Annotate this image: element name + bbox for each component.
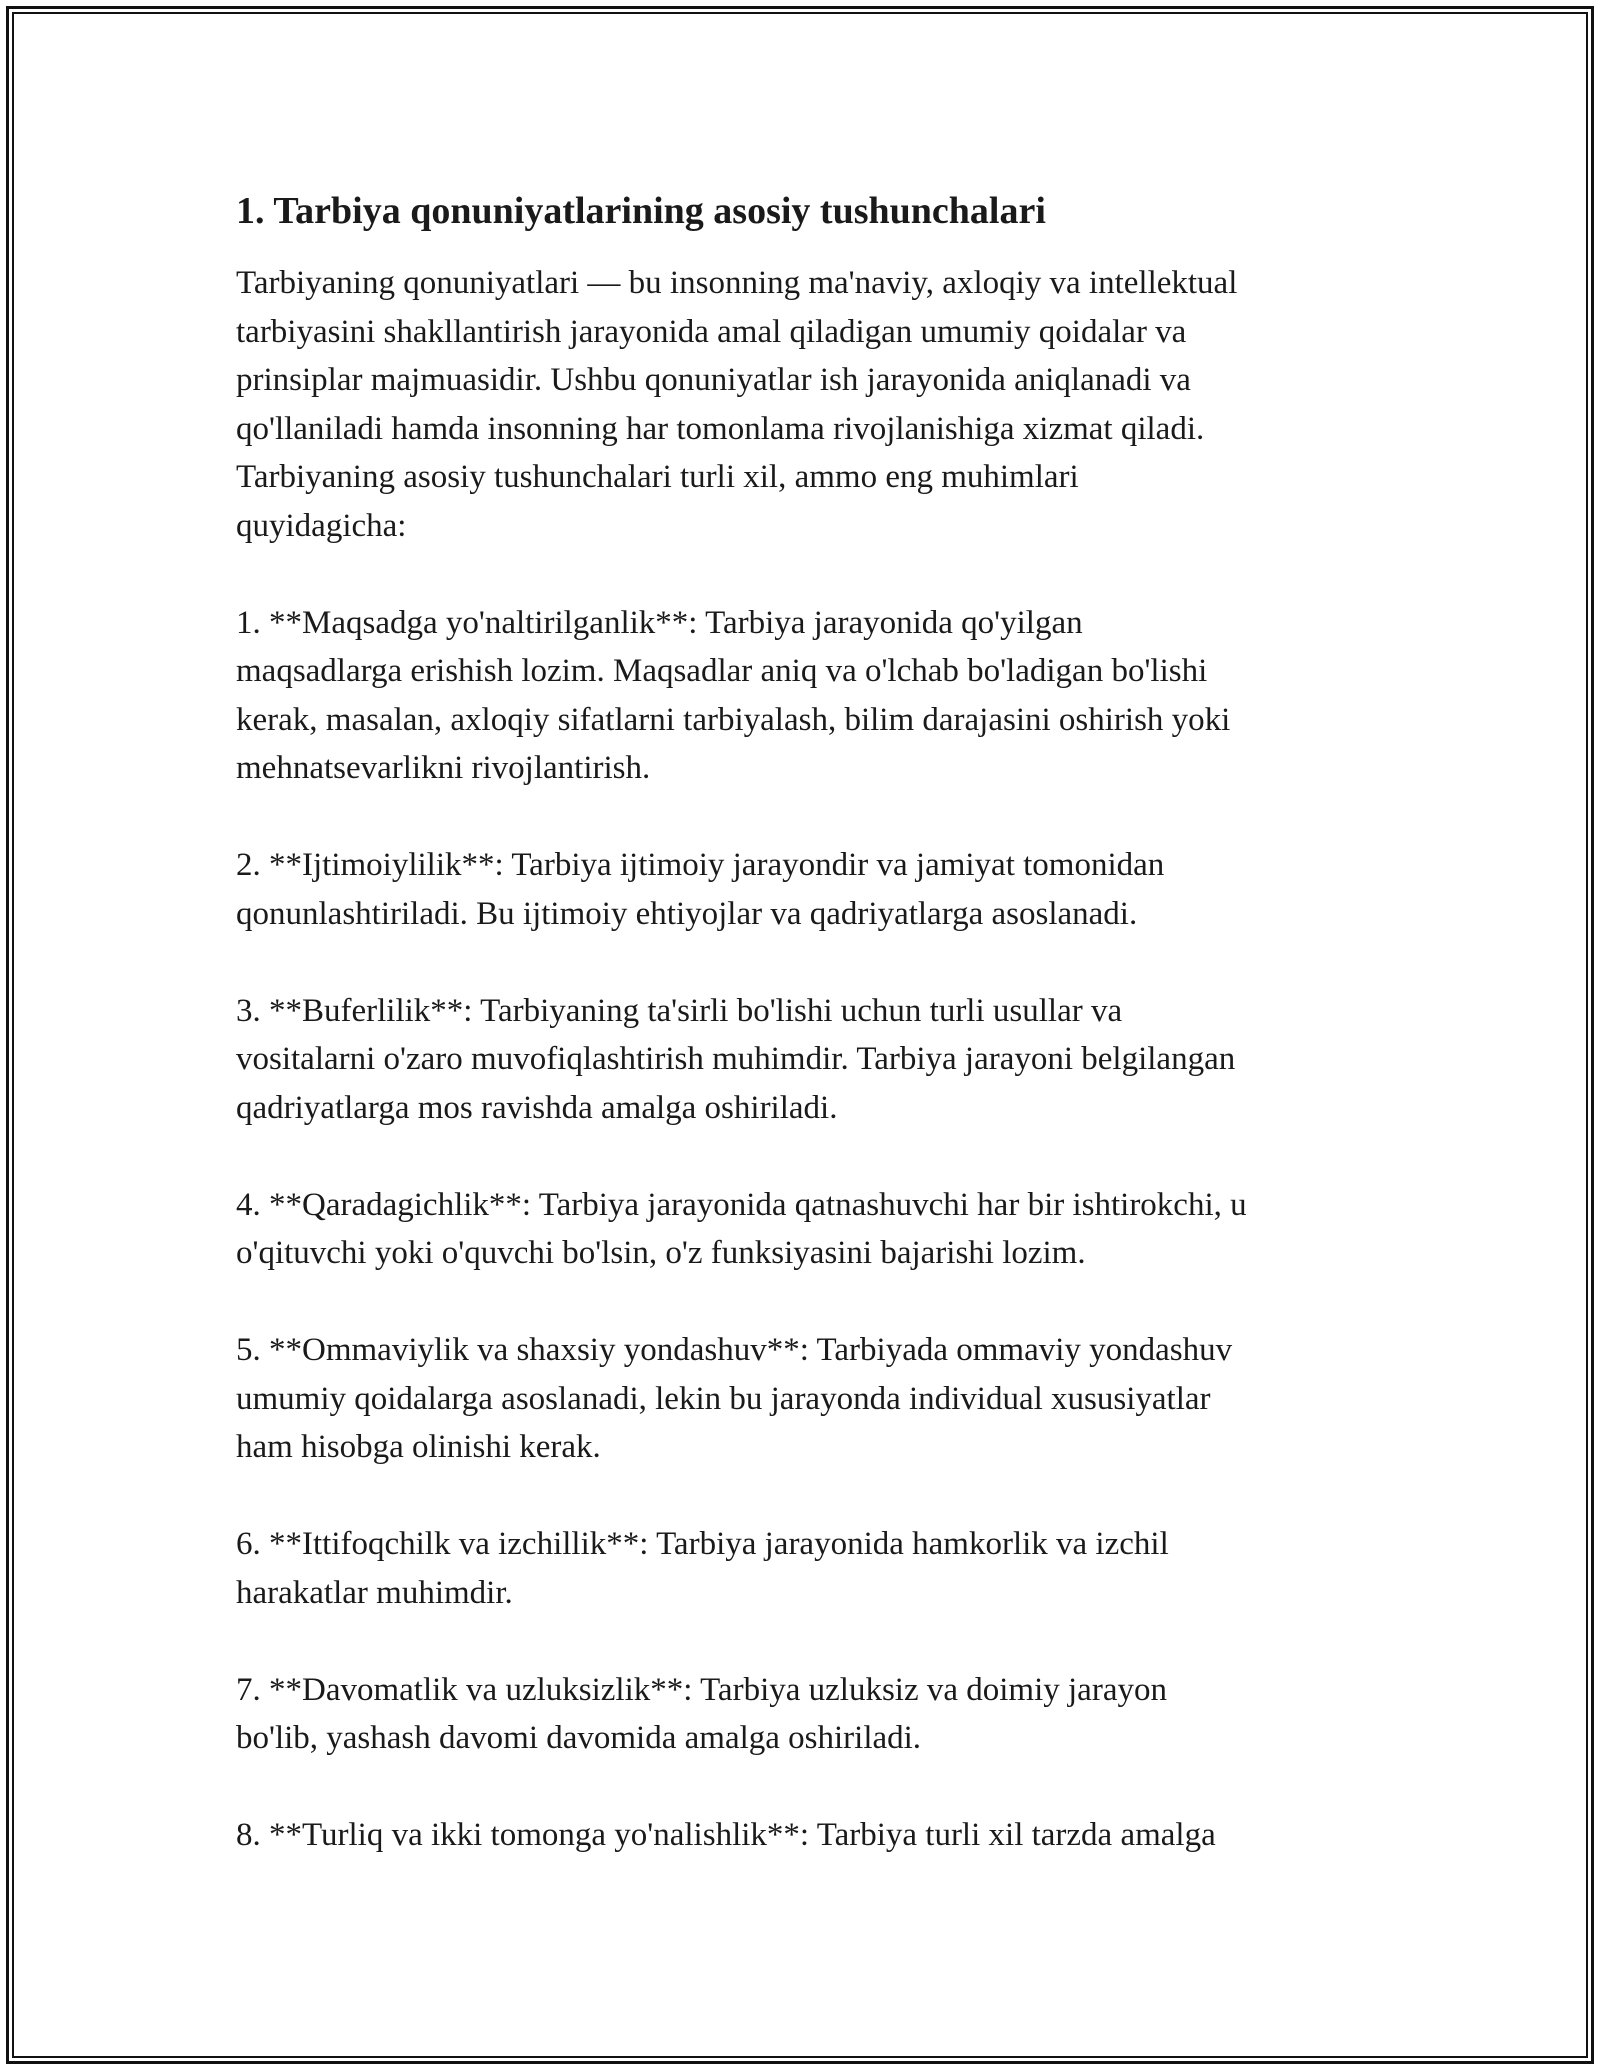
intro-line: prinsiplar majmuasidir. Ushbu qonuniyatlar ish jarayonida aniqlanadi va [236, 362, 1191, 398]
list-item-line: mehnatsevarlikni rivojlantirish. [236, 750, 651, 786]
list-item-line: ham hisobga olinishi kerak. [236, 1429, 601, 1465]
list-item [236, 1326, 1386, 1472]
list-item-line: bo'lib, yashash davomi davomida amalga oshiriladi. [236, 1720, 922, 1756]
list-item-line: maqsadlarga erishish lozim. Maqsadlar aniq va o'lchab bo'ladigan bo'lishi [236, 653, 1208, 689]
intro-line: tarbiyasini shakllantirish jarayonida amal qiladigan umumiy qoidalar va [236, 313, 1187, 350]
list-item [236, 987, 1386, 1133]
list-item-line: qadriyatlarga mos ravishda amalga oshiriladi. [236, 1089, 838, 1126]
list-item-line: 3. **Buferlilik**: Tarbiyaning ta'sirli bo'lishi uchun turli usullar va [236, 992, 1123, 1029]
page-title: 1. Tarbiya qonuniyatlarining asosiy tushunchalari [236, 190, 1046, 232]
list-item-line: kerak, masalan, axloqiy sifatlarni tarbiyalash, bilim darajasini oshirish yoki [236, 701, 1231, 738]
list-item [236, 599, 1386, 793]
intro-line: Tarbiyaning asosiy tushunchalari turli xil, ammo eng muhimlari [236, 459, 1079, 495]
list-item-line: vositalarni o'zaro muvofiqlashtirish muhimdir. Tarbiya jarayoni belgilangan [236, 1041, 1236, 1077]
list-item [236, 1811, 1386, 1860]
list-item-line: 6. **Ittifoqchilk va izchillik**: Tarbiya jarayonida hamkorlik va izchil [236, 1526, 1169, 1562]
list-item-line: 7. **Davomatlik va uzluksizlik**: Tarbiya uzluksiz va doimiy jarayon [236, 1671, 1167, 1708]
list-item [236, 1666, 1386, 1763]
intro-paragraph [236, 259, 1386, 550]
list-item-line: o'qituvchi yoki o'quvchi bo'lsin, o'z funksiyasini bajarishi lozim. [236, 1235, 1086, 1271]
list-item-line: qonunlashtiriladi. Bu ijtimoiy ehtiyojlar va qadriyatlarga asoslanadi. [236, 895, 1138, 932]
list-item-line: 4. **Qaradagichlik**: Tarbiya jarayonida qatnashuvchi har bir ishtirokchi, u [236, 1186, 1247, 1223]
intro-line: qo'llaniladi hamda insonning har tomonlama rivojlanishiga xizmat qiladi. [236, 410, 1205, 447]
list-item-line: 2. **Ijtimoiylilik**: Tarbiya ijtimoiy jarayondir va jamiyat tomonidan [236, 847, 1165, 883]
intro-line: quyidagicha: [236, 507, 407, 544]
document-body [236, 185, 1386, 1908]
list-item [236, 1520, 1386, 1617]
list-item-line: 1. **Maqsadga yo'naltirilganlik**: Tarbiya jarayonida qo'yilgan [236, 604, 1083, 641]
list-item [236, 841, 1386, 938]
list-item-line: 5. **Ommaviylik va shaxsiy yondashuv**: Tarbiyada ommaviy yondashuv [236, 1332, 1233, 1368]
list-item-line: umumiy qoidalarga asoslanadi, lekin bu jarayonda individual xususiyatlar [236, 1380, 1211, 1417]
list-item [236, 1181, 1386, 1278]
list-item-line: harakatlar muhimdir. [236, 1574, 513, 1611]
list-item-line: 8. **Turliq va ikki tomonga yo'nalishlik**: Tarbiya turli xil tarzda amalga [236, 1817, 1216, 1853]
intro-line: Tarbiyaning qonuniyatlari — bu insonning ma'naviy, axloqiy va intellektual [236, 265, 1238, 301]
